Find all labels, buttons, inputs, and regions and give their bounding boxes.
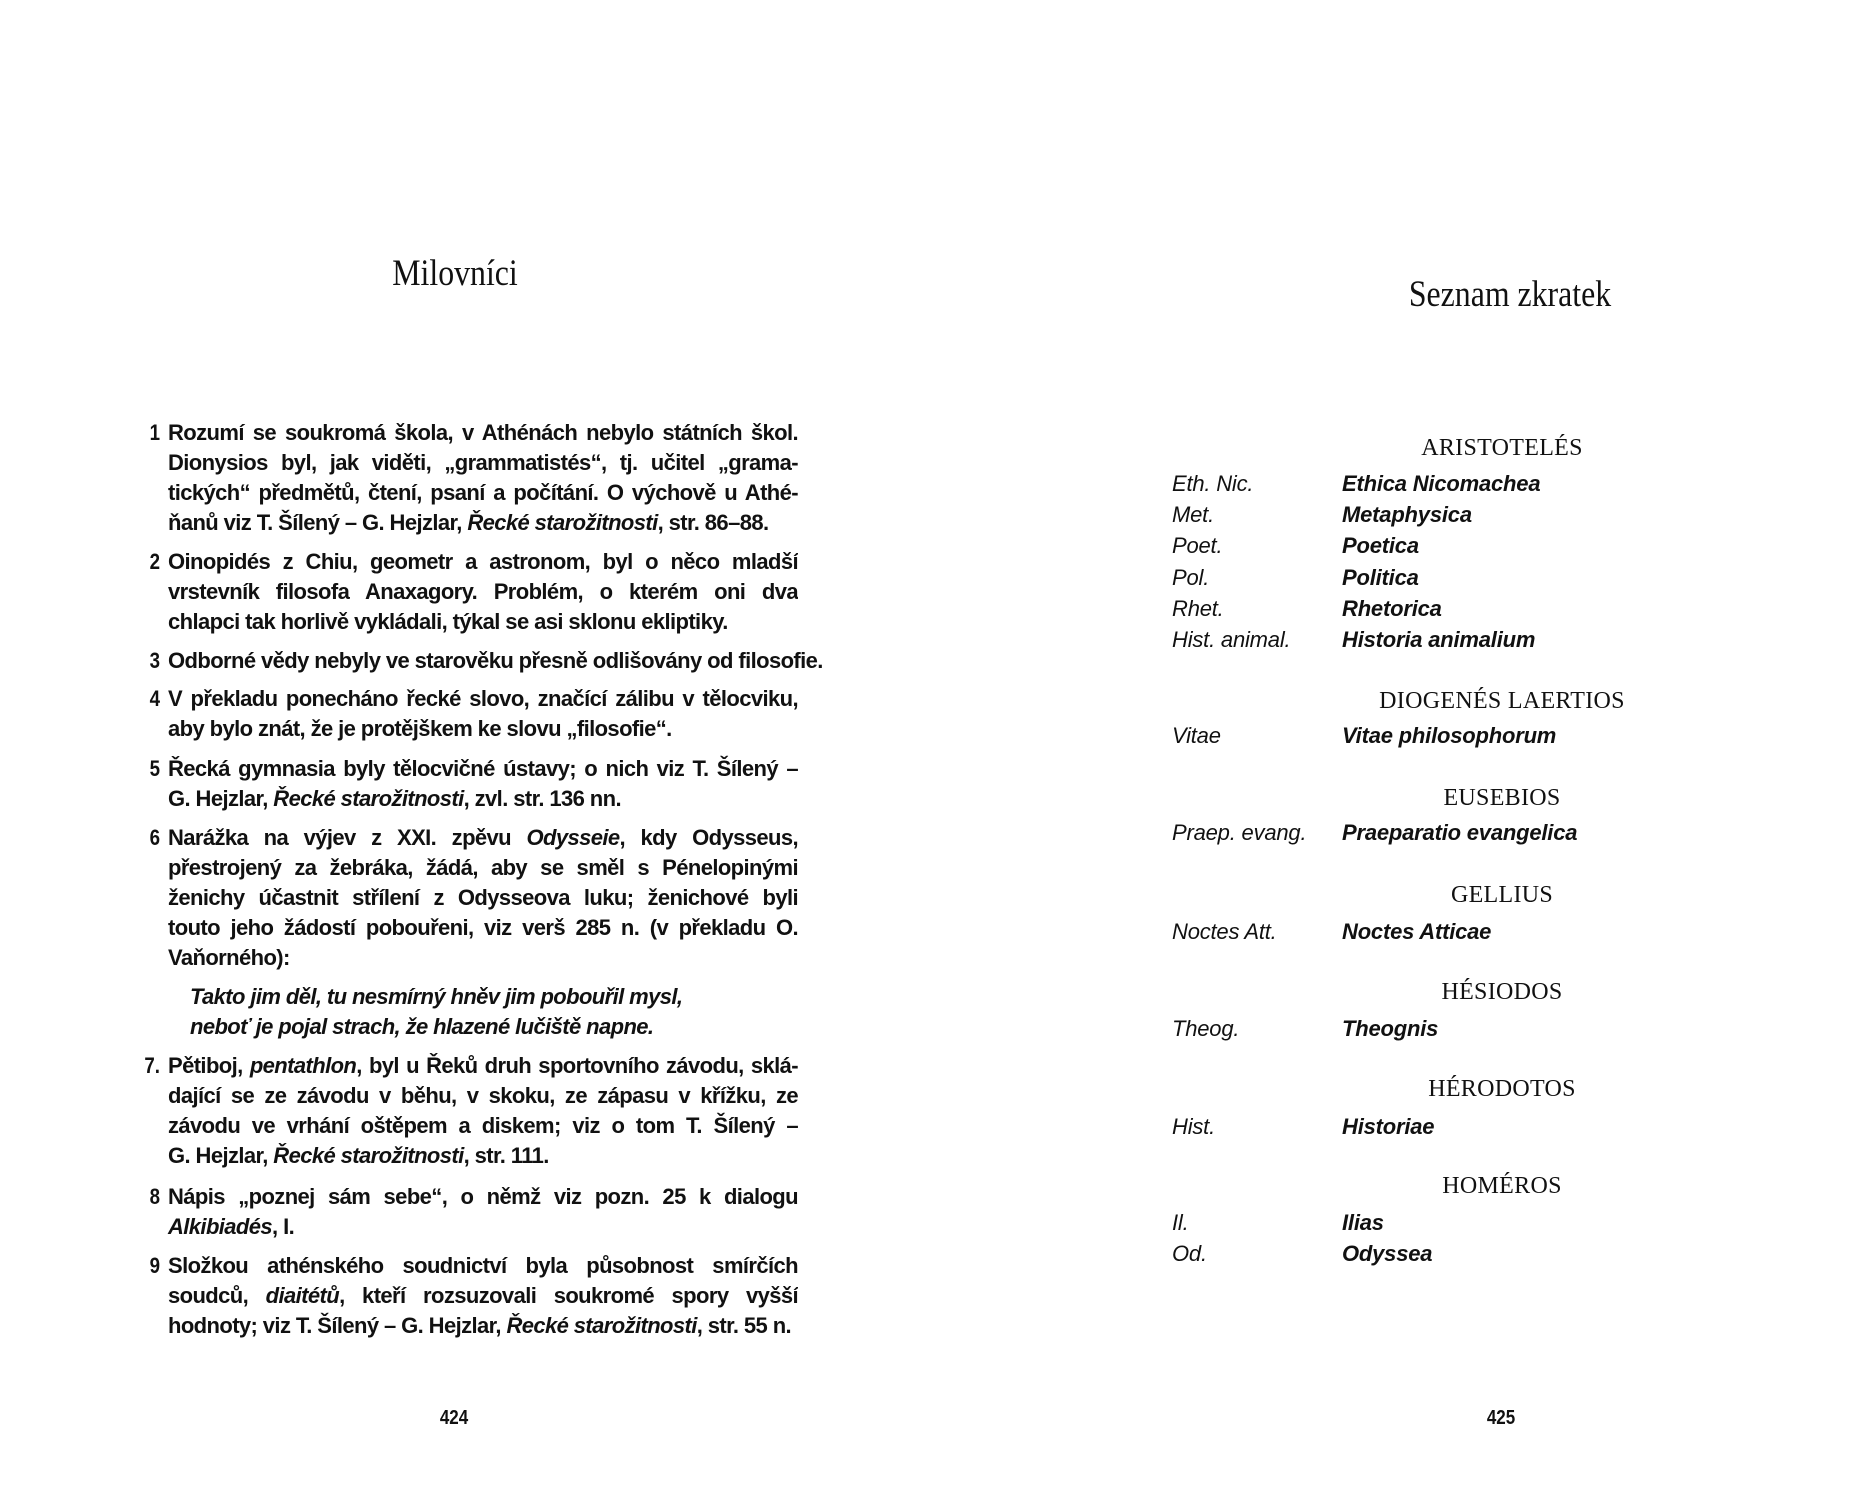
text-run: chlapci tak horlivě vykládali, týkal se asi sklonu ekliptiky. bbox=[168, 609, 728, 634]
text-run: V překladu ponecháno řecké slovo, značící zálibu v tělocviku, bbox=[168, 686, 798, 711]
verse-line: neboť je pojal strach, že hlazené lučiště napne. bbox=[190, 1014, 654, 1039]
abbreviation: Rhet. bbox=[1172, 596, 1224, 621]
abbreviation: Hist. animal. bbox=[1172, 627, 1291, 652]
text-run: Řecká gymnasia byly tělocvičné ústavy; o nich viz T. Šílený – bbox=[168, 756, 798, 781]
author-heading: HOMÉROS bbox=[1442, 1173, 1562, 1199]
text-line bbox=[168, 1081, 798, 1111]
text-line bbox=[168, 547, 798, 577]
work-title: Noctes Atticae bbox=[1342, 919, 1492, 944]
text-run: Vaňorného): bbox=[168, 945, 290, 970]
footnote-text bbox=[168, 823, 798, 973]
text-run: ňanů viz T. Šílený – G. Hejzlar, bbox=[168, 510, 468, 535]
text-run: , I. bbox=[272, 1214, 295, 1239]
italic-text: Řecké starožitnosti bbox=[273, 786, 464, 811]
text-line bbox=[168, 1281, 798, 1311]
italic-text: Alkibiadés bbox=[168, 1214, 273, 1239]
work-title: Poetica bbox=[1342, 533, 1419, 558]
work-title: Ilias bbox=[1342, 1210, 1384, 1235]
text-line bbox=[168, 646, 823, 676]
text-line bbox=[168, 823, 798, 853]
text-run: Nápis „poznej sám sebe“, o němž viz pozn. 25 k dialogu bbox=[168, 1184, 798, 1209]
text-line bbox=[168, 1182, 798, 1212]
text-line bbox=[168, 418, 798, 448]
text-run: vrstevník filosofa Anaxagory. Problém, o kterém oni dva bbox=[168, 579, 798, 604]
footnote-number: 5 bbox=[149, 756, 160, 781]
italic-text: Řecké starožitnosti bbox=[506, 1313, 697, 1338]
italic-text: Řecké starožitnosti bbox=[467, 510, 658, 535]
footnote-number: 7. bbox=[144, 1053, 160, 1078]
text-run: Složkou athénského soudnictví byla působnost smírčích bbox=[168, 1253, 798, 1278]
author-heading: ARISTOTELÉS bbox=[1421, 435, 1583, 461]
italic-text: Řecké starožitnosti bbox=[273, 1143, 464, 1168]
text-line bbox=[168, 913, 798, 943]
work-title: Politica bbox=[1342, 565, 1419, 590]
text-run: tických“ předmětů, čtení, psaní a počítání. O výchově u Athé- bbox=[168, 480, 798, 505]
text-run: závodu ve vrhání oštěpem a diskem; viz o tom T. Šílený – bbox=[168, 1113, 798, 1138]
abbreviation: Theog. bbox=[1172, 1016, 1240, 1041]
footnote-text bbox=[168, 1051, 798, 1171]
text-line bbox=[168, 508, 798, 538]
author-heading: DIOGENÉS LAERTIOS bbox=[1379, 688, 1625, 714]
abbreviation: Eth. Nic. bbox=[1172, 471, 1254, 496]
work-title: Praeparatio evangelica bbox=[1342, 820, 1578, 845]
abbreviation: Vitae bbox=[1172, 723, 1221, 748]
abbreviation: Il. bbox=[1172, 1210, 1189, 1235]
footnote-number: 8 bbox=[149, 1184, 160, 1209]
text-line bbox=[168, 883, 798, 913]
abbreviation: Praep. evang. bbox=[1172, 820, 1307, 845]
author-heading: EUSEBIOS bbox=[1443, 785, 1561, 811]
footnote-number: 3 bbox=[149, 648, 160, 673]
text-run: touto jeho žádostí pobouřeni, viz verš 285 n. (v překladu O. bbox=[168, 915, 798, 940]
footnote-text bbox=[168, 547, 798, 637]
italic-text: diaitétů bbox=[265, 1283, 340, 1308]
text-run: Odborné vědy nebyly ve starověku přesně odlišovány od filosofie. bbox=[168, 648, 823, 673]
text-line bbox=[168, 754, 798, 784]
footnote-text bbox=[168, 754, 798, 814]
abbreviation: Od. bbox=[1172, 1241, 1207, 1266]
text-line bbox=[168, 577, 798, 607]
author-heading: GELLIUS bbox=[1450, 882, 1554, 908]
right-page bbox=[931, 0, 1862, 1501]
abbreviation: Pol. bbox=[1172, 565, 1210, 590]
footnote-number: 1 bbox=[149, 420, 160, 445]
author-heading: HÉSIODOS bbox=[1441, 979, 1563, 1005]
text-run: , zvl. str. 136 nn. bbox=[463, 786, 621, 811]
text-run: G. Hejzlar, bbox=[168, 1143, 274, 1168]
abbreviation: Poet. bbox=[1172, 533, 1223, 558]
footnote-number: 2 bbox=[149, 549, 160, 574]
verse-line: Takto jim děl, tu nesmírný hněv jim pobouřil mysl, bbox=[190, 984, 683, 1009]
footnote-text bbox=[168, 1182, 798, 1242]
work-title: Theognis bbox=[1342, 1016, 1439, 1041]
footnote-text bbox=[168, 684, 798, 744]
footnote-number: 6 bbox=[149, 825, 160, 850]
abbreviation: Hist. bbox=[1172, 1114, 1216, 1139]
text-run: Narážka na výjev z XXI. zpěvu bbox=[168, 825, 527, 850]
text-line bbox=[168, 943, 798, 973]
text-line bbox=[168, 607, 798, 637]
text-run: Pětiboj, bbox=[168, 1053, 250, 1078]
text-line bbox=[168, 684, 798, 714]
text-run: soudců, bbox=[168, 1283, 266, 1308]
text-run: Dionysios byl, jak viděti, „grammatistés“, tj. učitel „grama- bbox=[168, 450, 798, 475]
author-heading: HÉRODOTOS bbox=[1428, 1076, 1576, 1102]
chapter-title: Seznam zkratek bbox=[1408, 274, 1612, 315]
text-run: , kdy Odysseus, bbox=[619, 825, 798, 850]
text-run: G. Hejzlar, bbox=[168, 786, 274, 811]
text-line bbox=[168, 1141, 798, 1171]
page-number: 425 bbox=[1486, 1407, 1516, 1429]
text-run: Oinopidés z Chiu, geometr a astronom, byl o něco mladší bbox=[168, 549, 798, 574]
text-run: Rozumí se soukromá škola, v Athénách nebylo státních škol. bbox=[168, 420, 798, 445]
footnote-text bbox=[168, 1251, 798, 1341]
work-title: Rhetorica bbox=[1342, 596, 1442, 621]
footnote-number: 9 bbox=[149, 1253, 160, 1278]
work-title: Historia animalium bbox=[1342, 627, 1536, 652]
text-run: , str. 111. bbox=[463, 1143, 549, 1168]
text-line bbox=[168, 784, 798, 814]
chapter-title: Milovníci bbox=[392, 253, 518, 294]
text-run: ženichy účastnit střílení z Odysseova luku; ženichové byli bbox=[168, 885, 798, 910]
italic-text: Odysseie bbox=[526, 825, 620, 850]
text-line bbox=[168, 478, 798, 508]
text-run: , str. 86–88. bbox=[657, 510, 769, 535]
work-title: Historiae bbox=[1342, 1114, 1435, 1139]
work-title: Ethica Nicomachea bbox=[1342, 471, 1541, 496]
text-run: , str. 55 n. bbox=[696, 1313, 792, 1338]
footnote-text bbox=[168, 646, 823, 676]
text-line bbox=[168, 1251, 798, 1281]
text-line bbox=[168, 448, 798, 478]
text-line bbox=[168, 714, 798, 744]
text-line bbox=[168, 1051, 798, 1081]
italic-text: pentathlon bbox=[249, 1053, 357, 1078]
text-run: , kteří rozsuzovali soukromé spory vyšší bbox=[339, 1283, 798, 1308]
text-run: přestrojený za žebráka, žádá, aby se směl s Pénelopinými bbox=[168, 855, 798, 880]
work-title: Odyssea bbox=[1342, 1241, 1433, 1266]
work-title: Vitae philosophorum bbox=[1342, 723, 1557, 748]
verse-quote bbox=[190, 982, 682, 1042]
abbreviation: Met. bbox=[1172, 502, 1214, 527]
text-run: hodnoty; viz T. Šílený – G. Hejzlar, bbox=[168, 1313, 507, 1338]
page-number: 424 bbox=[439, 1407, 469, 1429]
footnote-text bbox=[168, 418, 798, 538]
text-run: aby bylo znát, že je protějškem ke slovu „filosofie“. bbox=[168, 716, 672, 741]
text-run: , byl u Řeků druh sportovního závodu, sklá- bbox=[356, 1053, 798, 1078]
text-line bbox=[168, 1212, 798, 1242]
abbreviation: Noctes Att. bbox=[1172, 919, 1277, 944]
footnote-number: 4 bbox=[149, 686, 160, 711]
text-run: dající se ze závodu v běhu, v skoku, ze zápasu v křížku, ze bbox=[168, 1083, 798, 1108]
work-title: Metaphysica bbox=[1342, 502, 1472, 527]
text-line bbox=[168, 1311, 798, 1341]
text-line bbox=[168, 853, 798, 883]
text-line bbox=[168, 1111, 798, 1141]
